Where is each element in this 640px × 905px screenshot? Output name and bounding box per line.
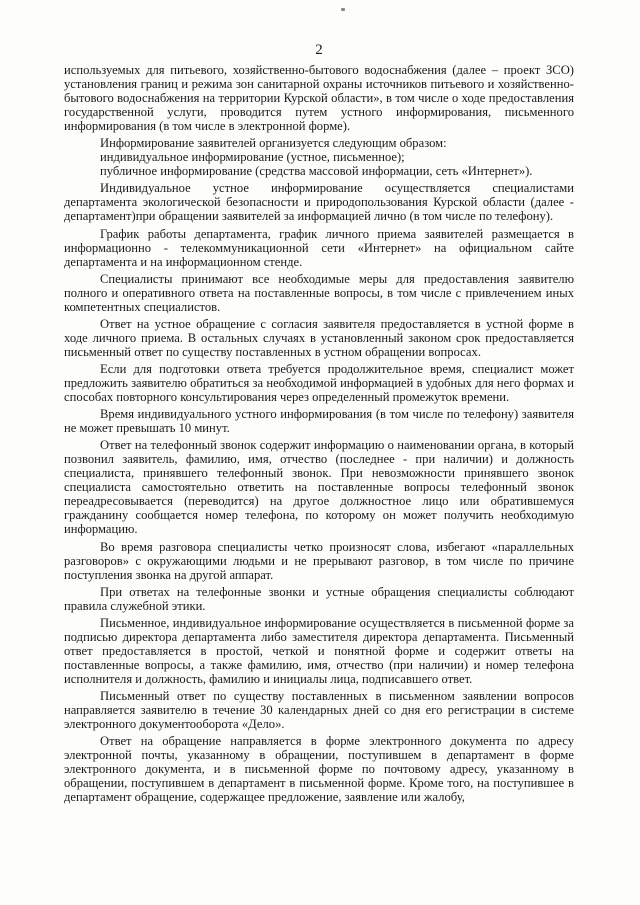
- paragraph: Ответ на телефонный звонок содержит информацию о наименовании органа, в который позвонил заявитель, фамилию, имя, отчество (последнее - при наличии) и должность специалиста, принявшего телефонный звонок. При невозможности принявшего звонок специалиста самостоятельно ответить на поставленные вопросы телефонный звонок переадресовывается (переводится) на другое должностное лицо или обратившемуся гражданину сообщается номер телефона, по которому он может получить необходимую информацию.: [64, 438, 574, 537]
- document-body: [64, 63, 574, 804]
- paragraph: индивидуальное информирование (устное, письменное);: [100, 150, 405, 165]
- paragraph: Индивидуальное устное информирование осуществляется специалистами департамента экологической безопасности и природопользования Курской области (далее - департамент)при обращении заявителей за информацией лично (в том числе по телефону).: [64, 181, 574, 224]
- page-number: 2: [315, 42, 323, 58]
- scan-speck: [341, 8, 345, 11]
- paragraph: График работы департамента, график личного приема заявителей размещается в информационно - телекоммуникационной сети «Интернет» на официальном сайте департамента и на информационном стенде.: [64, 226, 574, 269]
- paragraph: Время индивидуального устного информирования (в том числе по телефону) заявителя не может превышать 10 минут.: [64, 407, 574, 436]
- paragraph: Если для подготовки ответа требуется продолжительное время, специалист может предложить заявителю обратиться за необходимой информацией в удобных для него формах и способах повторного консультирования через определенный промежуток времени.: [64, 361, 574, 405]
- paragraph: публичное информирование (средства массовой информации, сеть «Интернет»).: [100, 164, 533, 179]
- paragraph: Ответ на устное обращение с согласия заявителя предоставляется в устной форме в ходе личного приема. В остальных случаях в установленный законом срок предоставляется письменный ответ по существу поставленных в устном обращении вопросах.: [64, 316, 574, 359]
- paragraph: Специалисты принимают все необходимые меры для предоставления заявителю полного и оперативного ответа на поставленные вопросы, в том числе с привлечением иных компетентных специалистов.: [64, 271, 574, 314]
- paragraph: Во время разговора специалисты четко произносят слова, избегают «параллельных разговоров» с окружающими людьми и не прерывают разговор, в том числе по причине поступления звонка на другой аппарат.: [64, 539, 574, 582]
- paragraph: Ответ на обращение направляется в форме электронного документа по адресу электронной почты, указанному в обращении, поступившем в департамент в форме электронного документа, и в письменной форме по почтовому адресу, указанному в обращении, поступившем в департамент в письменной форме. Кроме того, на поступившее в департамент обращение, содержащее предложение, заявление или жалобу,: [64, 734, 574, 805]
- paragraph: Письменное, индивидуальное информирование осуществляется в письменной форме за подписью директора департамента либо заместителя директора департамента. Письменный ответ предоставляется в простой, четкой и понятной форме и содержит ответы на поставленные вопросы, а также фамилию, имя, отчество (при наличии) и номер телефона исполнителя и должность, фамилию и инициалы лица, подписавшего ответ.: [64, 615, 574, 686]
- paragraph: используемых для питьевого, хозяйственно-бытового водоснабжения (далее – проект ЗСО) установления границ и режима зон санитарной охраны источников питьевого и хозяйственно-бытового водоснабжения на территории Курской области», в том числе о ходе предоставления государственной услуги, проводится путем устного информирования, письменного информирования (в том числе в электронной форме).: [64, 63, 574, 134]
- paragraph: Письменный ответ по существу поставленных в письменном заявлении вопросов направляется заявителю в течение 30 календарных дней со дня его регистрации в системе электронного документооборота «Дело».: [64, 688, 574, 732]
- paragraph: При ответах на телефонные звонки и устные обращения специалисты соблюдают правила служебной этики.: [64, 584, 574, 613]
- paragraph: Информирование заявителей организуется следующим образом:: [100, 136, 447, 151]
